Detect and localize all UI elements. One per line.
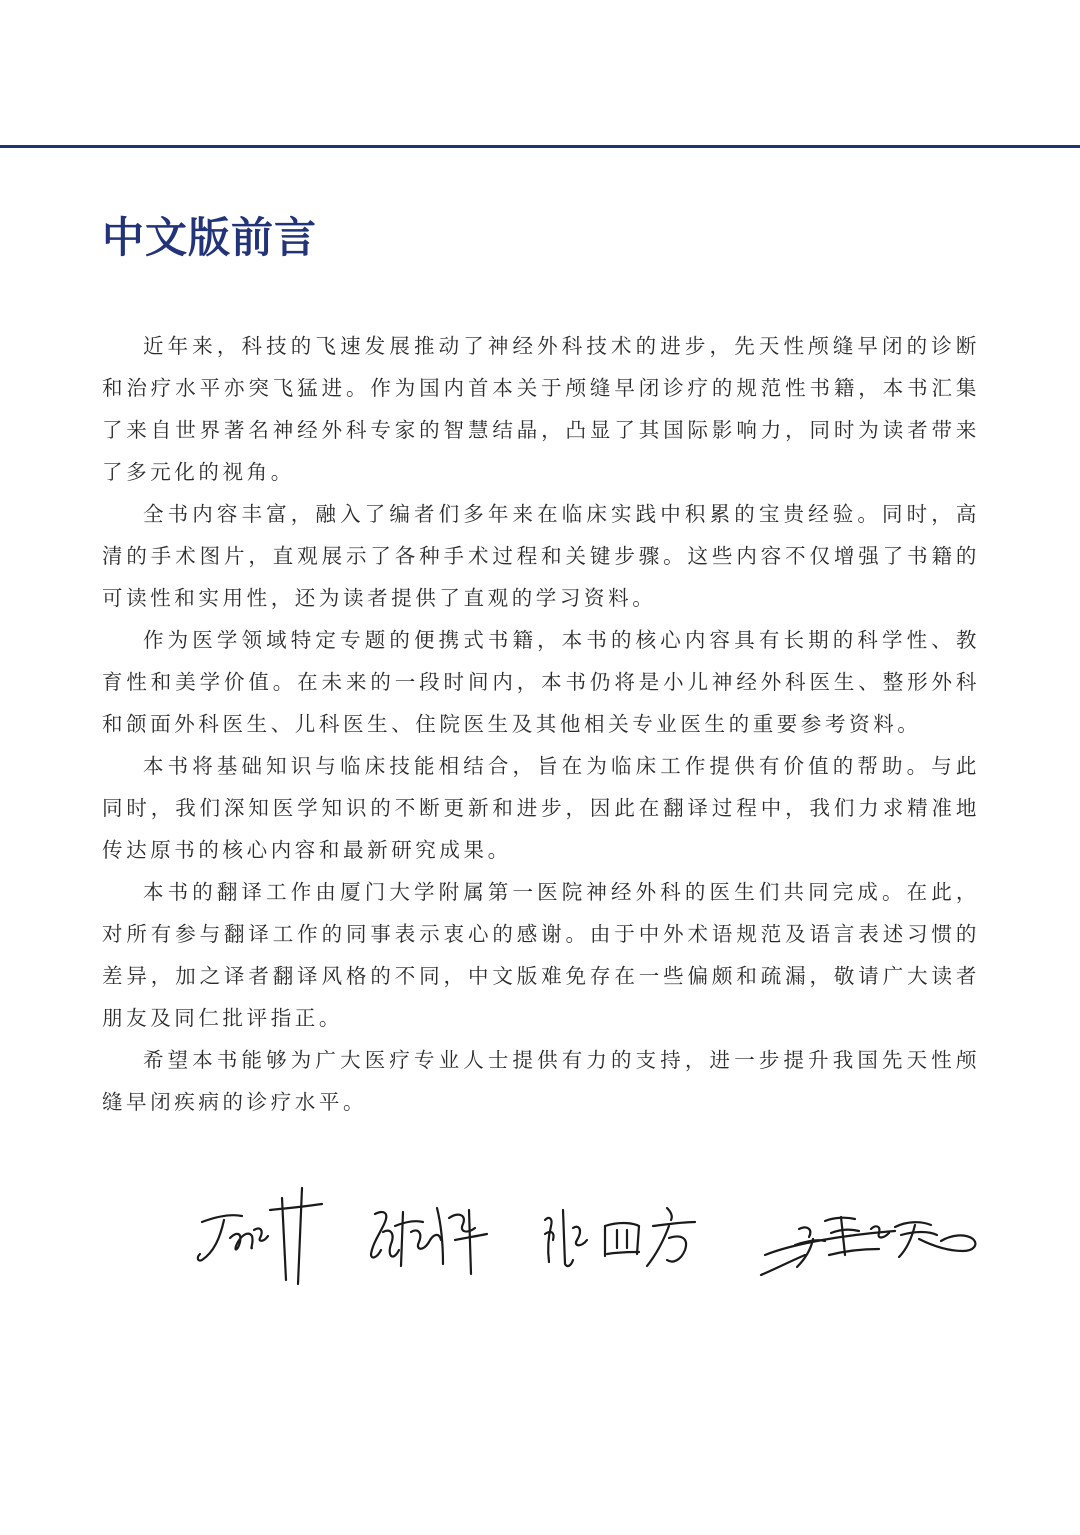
preface-body (102, 325, 980, 1123)
paragraph: 近年来，科技的飞速发展推动了神经外科技术的进步，先天性颅缝早闭的诊断和治疗水平亦突飞猛进。作为国内首本关于颅缝早闭诊疗的规范性书籍，本书汇集了来自世界著名神经外科专家的智慧结晶，凸显了其国际影响力，同时为读者带来了多元化的视角。 (102, 334, 980, 484)
paragraph: 本书将基础知识与临床技能相结合，旨在为临床工作提供有价值的帮助。与此同时，我们深知医学知识的不断更新和进步，因此在翻译过程中，我们力求精准地传达原书的核心内容和最新研究成果。 (102, 754, 980, 862)
paragraph: 全书内容丰富，融入了编者们多年来在临床实践中积累的宝贵经验。同时，高清的手术图片，直观展示了各种手术过程和关键步骤。这些内容不仅增强了书籍的可读性和实用性，还为读者提供了直观的学习资料。 (102, 502, 980, 610)
header-rule (0, 145, 1080, 148)
signature-2 (365, 1188, 505, 1288)
signature-4 (755, 1195, 985, 1280)
signature-3 (535, 1190, 715, 1280)
signatures (190, 1180, 990, 1290)
paragraph: 希望本书能够为广大医疗专业人士提供有力的支持，进一步提升我国先天性颅缝早闭疾病的诊疗水平。 (102, 1048, 980, 1114)
paragraph: 作为医学领域特定专题的便携式书籍，本书的核心内容具有长期的科学性、教育性和美学价值。在未来的一段时间内，本书仍将是小儿神经外科医生、整形外科和颌面外科医生、儿科医生、住院医生及其他相关专业医生的重要参考资料。 (102, 628, 980, 736)
signature-1 (190, 1180, 330, 1290)
page-title: 中文版前言 (102, 213, 318, 262)
paragraph: 本书的翻译工作由厦门大学附属第一医院神经外科的医生们共同完成。在此，对所有参与翻译工作的同事表示衷心的感谢。由于中外术语规范及语言表述习惯的差异，加之译者翻译风格的不同，中文版难免存在一些偏颇和疏漏，敬请广大读者朋友及同仁批评指正。 (102, 880, 980, 1030)
